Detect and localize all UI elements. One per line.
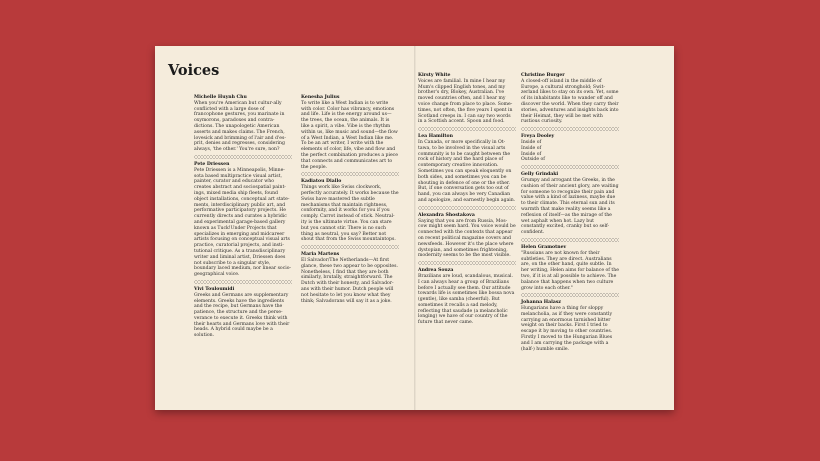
wavy-divider bbox=[301, 245, 399, 249]
entry-text: In Canada, or more specifically in Ot-tawa, to be involved in the visual arts community is to be caught between the rock of history and the hard place of contemporary creative innovation. Sometimes you can speak eloquently on both sides, and sometimes you can be shouting in defence of one or the other. But, if one conversation gets too out of hand, you can always be very Canadian and apologize, and earnestly begin again. bbox=[418, 139, 516, 203]
author-name: Kadiatou Diallo bbox=[301, 179, 342, 185]
wavy-divider bbox=[418, 261, 516, 265]
wavy-divider bbox=[521, 165, 619, 169]
author-name: Lea Hamilton bbox=[418, 134, 453, 140]
author-name: Christine Burger bbox=[521, 73, 565, 78]
page-title: Voices bbox=[168, 62, 220, 79]
entry bbox=[418, 268, 516, 326]
entry bbox=[521, 300, 619, 352]
author-name: Helen Gramotnev bbox=[521, 244, 567, 250]
entry-text: When you're American but cultur-ally conflicted with a large dose of francophone gestures, you marinate in oxymorons, paradoxes and contra-dictions. The unapologetic American asserts and makes claims. The French, lovesick and brimming of l'air and d'es-prit, denies and regresses, considering always, 'the other.' You're sure, non? bbox=[194, 100, 286, 153]
entry-text: Hungarians have a thing for sloppy melancholia, as if they were constantly carrying an enormous tarnished bitter weight on their backs. First I tried to escape it by moving to other countries. Firstly I moved to the Hungarian Blues and I am carrying the package with a (half-) humble smile. bbox=[521, 306, 613, 352]
entry-text: "Russians are not known for their subtleties. They are direct. Australians are, on the other hand, quite subtle. In her writing, Helen aims for balance of the two, if it is at all possible to achieve. The balance that happens when two culture grow into each other." bbox=[521, 250, 619, 291]
entry bbox=[521, 245, 619, 291]
entry-text: Inside of Inside of Inside of Outside of bbox=[521, 139, 545, 163]
author-name: Andrea Souza bbox=[418, 268, 454, 274]
author-name: Kenesha Julius bbox=[301, 95, 340, 100]
entry-text: Grumpy and arrogant the Greeks, in the cushion of their ancient glory, are waiting for someone to recognize their pain and value with a kind of laziness, maybe due to their climate. This eternal sun and its warmth that make reality seems like a reflexion of itself—as the mirage of the wet asphalt when hot. Lazy but constantly excited, cranky but so self-confident. bbox=[521, 177, 619, 236]
entry bbox=[521, 172, 619, 236]
wavy-divider bbox=[521, 238, 619, 242]
entry-text: El Salvador/The Netherlands—At first glance, these two appear to be opposites. Nonetheless, I find that they are both similarly, brutally, straightforward. The Dutch with their honesty, and Salvador-ans with their humor. Dutch people will not hesitate to let you know what they think; Salvadorans will say it as a joke. bbox=[301, 257, 398, 304]
author-name: Kirsty White bbox=[418, 73, 451, 78]
wavy-divider bbox=[418, 206, 516, 210]
entry bbox=[418, 73, 516, 125]
entry bbox=[521, 73, 619, 125]
author-name: Maria Martens bbox=[301, 252, 340, 258]
author-name: Freya Dooley bbox=[521, 134, 555, 140]
wavy-divider bbox=[301, 172, 399, 176]
entry-text: Things work like Swiss clockwork, perfectly accurately. It works because the Swiss have mastered the subtle mechanisms that maintain rightness, conformity, and it works for you if you comply. Carrot instead of stick. Neutral-ity is the ultimate virtue. You can stare but you cannot stir. There is no such thing as neutral, you say? Better not shout that from the Swiss mountaintops. bbox=[301, 185, 399, 243]
entry-text: Voices are familial. In mine I hear my Mum's clipped English tones, and my brother's dry, Blokey, Australian. I've moved countries often, and I hear my voice change from place to place. Some-times, not often, the five years I spent in Scotland creeps in. I can say two words in a Scottish accent. Spoon and food. bbox=[418, 78, 513, 125]
author-name: Gelly Grindaki bbox=[521, 172, 559, 178]
column-1 bbox=[194, 95, 292, 341]
wavy-divider bbox=[521, 127, 619, 131]
author-name: Pete Driessen bbox=[194, 161, 230, 167]
author-name: Vivi Touloumidi bbox=[194, 286, 235, 292]
entry bbox=[521, 134, 619, 163]
wavy-divider bbox=[521, 293, 619, 297]
author-name: Johanna Halasz bbox=[521, 300, 562, 306]
wavy-divider bbox=[194, 280, 292, 284]
column-2 bbox=[301, 95, 399, 306]
entry-text: To write like a West Indian is to write with color. Color has vibrancy, emotions and life. Life is the energy around us—the trees, the ocean, the animals. It is like a spirit, a vibe. Vibe is the rhythm within us, like music and sound—the flow of a West Indian, a West Indian like me. To be an art writer, I write with the elements of color, life, vibe and flow and the perfect combination produces a piece that connects and communicates art to the people. bbox=[301, 100, 398, 170]
entry-text: Greeks and Germans are supplementary elements. Greeks have the ingredients and the recipe, but Germans have the patience, the structure and the perse-verance to execute it. Greeks think with their hearts and Germans love with their heads. A hybrid could maybe be a solution. bbox=[194, 292, 290, 339]
author-name: Michelle Huynh Chu bbox=[194, 95, 247, 100]
entry bbox=[301, 179, 399, 243]
author-name: Alexandra Shostakova bbox=[418, 212, 475, 218]
magazine-spread bbox=[155, 46, 674, 410]
page-gutter bbox=[414, 46, 416, 410]
entry-text: Saying that you are from Russia, Mos-cow might seem hard. You voice would be connected with the contexts that appear on recent political magazine covers and newsfeeds. However it's the place where dystopian, and sometimes frightening, modernity seems to be the most visible. bbox=[418, 218, 516, 259]
wavy-divider bbox=[194, 155, 292, 159]
wavy-divider bbox=[418, 127, 516, 131]
entry bbox=[301, 95, 399, 170]
entry-text: Brazilians are loud, scandalous, musical. I can always hear a group of Brazilians before I actually see them. Our attitude towards life is sometimes like bossa nova (gentle), like samba (cheerful). But sometimes it recalls a sad melody, reflecting that saudade (a melancholic longing) we have of our country of the future that never came. bbox=[418, 273, 515, 326]
entry bbox=[194, 162, 292, 278]
entry bbox=[194, 287, 292, 339]
column-4 bbox=[521, 73, 619, 354]
entry-text: Pete Driessen is a Minneapolis, Minne-sota based multipractice visual artist, painter, curator and educator who creates abstract and sociospatial paint-ings, mixed media ship fleets, found object installations, conceptual art state-ments, interdisciplinary public art, and performative participatory projects. He currently directs and curates a hybridic and experimental garage-based gallery known as Tuck!Under Projects that specializes in emerging and midcareer artists focusing on conceptual visual arts practice, curatorial projects, and insti-tutional critique. As a transdisciplinary writer and liminal artist, Driessen does not subscribe to a singular style, boundary laced medium, nor linear socio-geographical voice. bbox=[194, 167, 292, 278]
entry bbox=[301, 252, 399, 304]
entry bbox=[418, 213, 516, 259]
entry-text: A closed-off island in the middle of Europe, a cultural stronghold; Swit-zerland likes to stay on its own. Yet, some of its inhabitants like to wander off and discover the world. When they carry their stories, adventures and insights back into their Heimat, they will be met with rustious curiosity. bbox=[521, 78, 619, 125]
column-3 bbox=[418, 73, 516, 328]
entry bbox=[418, 134, 516, 204]
entry bbox=[194, 95, 292, 153]
